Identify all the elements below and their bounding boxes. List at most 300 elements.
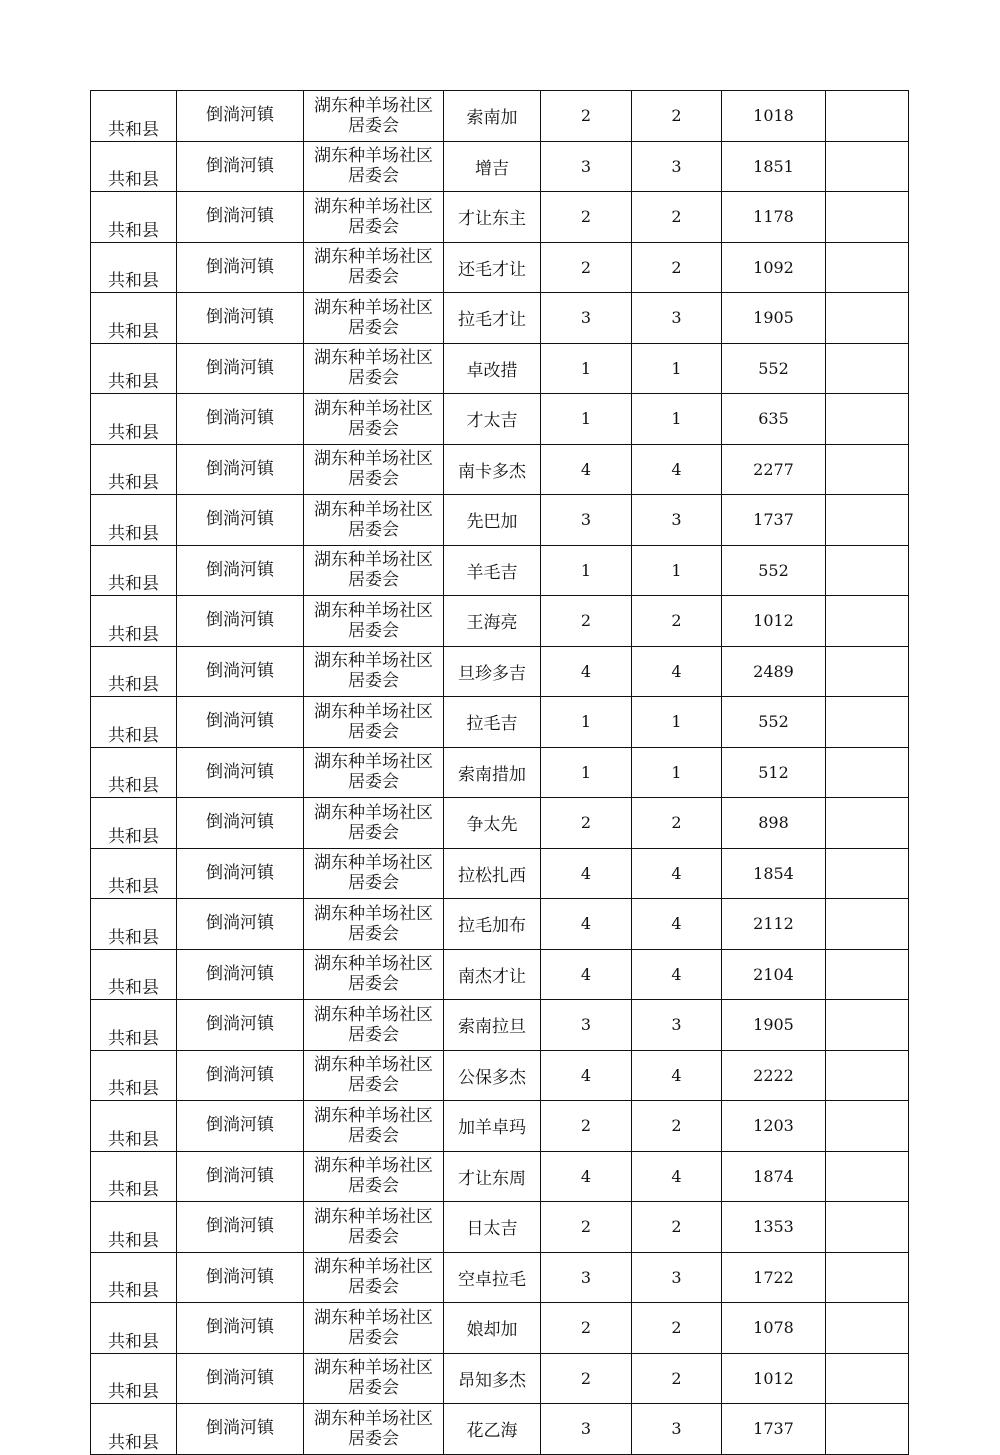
household-cell: 2 xyxy=(541,1353,632,1404)
community-line2: 居委会 xyxy=(348,822,399,843)
amount-cell: 1851 xyxy=(722,141,826,192)
community-cell xyxy=(304,899,444,950)
community-line1: 湖东种羊场社区 xyxy=(314,853,433,874)
community-line1: 湖东种羊场社区 xyxy=(314,1257,433,1278)
community-line1: 湖东种羊场社区 xyxy=(314,499,433,520)
remark-cell xyxy=(826,798,909,849)
community-cell xyxy=(304,495,444,546)
town-cell: 倒淌河镇 xyxy=(177,1404,304,1455)
community-cell xyxy=(304,1151,444,1202)
county-cell: 共和县 xyxy=(91,545,177,596)
community-line1: 湖东种羊场社区 xyxy=(314,903,433,924)
covered-cell: 4 xyxy=(632,949,722,1000)
town-cell: 倒淌河镇 xyxy=(177,394,304,445)
household-cell: 1 xyxy=(541,747,632,798)
household-cell: 2 xyxy=(541,1202,632,1253)
table-body xyxy=(91,91,909,1455)
table-row xyxy=(91,293,909,344)
table-row xyxy=(91,192,909,243)
community-line1: 湖东种羊场社区 xyxy=(314,802,433,823)
name-cell: 公保多杰 xyxy=(444,1050,541,1101)
table-row xyxy=(91,141,909,192)
covered-cell: 1 xyxy=(632,747,722,798)
name-cell: 先巴加 xyxy=(444,495,541,546)
community-cell xyxy=(304,949,444,1000)
household-cell: 3 xyxy=(541,1000,632,1051)
community-line2: 居委会 xyxy=(348,1226,399,1247)
remark-cell xyxy=(826,848,909,899)
amount-cell: 1078 xyxy=(722,1303,826,1354)
town-cell: 倒淌河镇 xyxy=(177,1252,304,1303)
county-cell: 共和县 xyxy=(91,798,177,849)
community-line1: 湖东种羊场社区 xyxy=(314,95,433,116)
community-line2: 居委会 xyxy=(348,1428,399,1449)
county-cell: 共和县 xyxy=(91,848,177,899)
table-row xyxy=(91,1101,909,1152)
name-cell: 南杰才让 xyxy=(444,949,541,1000)
table-row xyxy=(91,1000,909,1051)
remark-cell xyxy=(826,141,909,192)
community-line1: 湖东种羊场社区 xyxy=(314,1307,433,1328)
county-cell: 共和县 xyxy=(91,899,177,950)
name-cell: 还毛才让 xyxy=(444,242,541,293)
county-cell: 共和县 xyxy=(91,1353,177,1404)
community-line1: 湖东种羊场社区 xyxy=(314,1004,433,1025)
community-cell xyxy=(304,293,444,344)
covered-cell: 3 xyxy=(632,495,722,546)
community-line2: 居委会 xyxy=(348,1024,399,1045)
county-cell: 共和县 xyxy=(91,192,177,243)
amount-cell: 1737 xyxy=(722,1404,826,1455)
community-line2: 居委会 xyxy=(348,317,399,338)
name-cell: 拉毛吉 xyxy=(444,697,541,748)
name-cell: 索南加 xyxy=(444,91,541,142)
amount-cell: 512 xyxy=(722,747,826,798)
table-row xyxy=(91,1303,909,1354)
community-cell xyxy=(304,1353,444,1404)
household-cell: 1 xyxy=(541,343,632,394)
household-cell: 3 xyxy=(541,1404,632,1455)
county-cell: 共和县 xyxy=(91,394,177,445)
covered-cell: 4 xyxy=(632,444,722,495)
table-row xyxy=(91,747,909,798)
name-cell: 才让东主 xyxy=(444,192,541,243)
community-line1: 湖东种羊场社区 xyxy=(314,954,433,975)
town-cell: 倒淌河镇 xyxy=(177,444,304,495)
remark-cell xyxy=(826,697,909,748)
remark-cell xyxy=(826,91,909,142)
table-row xyxy=(91,343,909,394)
name-cell: 索南措加 xyxy=(444,747,541,798)
county-cell: 共和县 xyxy=(91,1303,177,1354)
community-cell xyxy=(304,646,444,697)
household-cell: 1 xyxy=(541,394,632,445)
community-line1: 湖东种羊场社区 xyxy=(314,398,433,419)
remark-cell xyxy=(826,899,909,950)
community-cell xyxy=(304,1404,444,1455)
town-cell: 倒淌河镇 xyxy=(177,242,304,293)
table-row xyxy=(91,848,909,899)
community-line1: 湖东种羊场社区 xyxy=(314,146,433,167)
amount-cell: 1012 xyxy=(722,1353,826,1404)
household-cell: 4 xyxy=(541,1050,632,1101)
community-line2: 居委会 xyxy=(348,267,399,288)
remark-cell xyxy=(826,1101,909,1152)
name-cell: 卓改措 xyxy=(444,343,541,394)
covered-cell: 3 xyxy=(632,141,722,192)
table-row xyxy=(91,596,909,647)
community-line2: 居委会 xyxy=(348,1327,399,1348)
community-line2: 居委会 xyxy=(348,721,399,742)
remark-cell xyxy=(826,192,909,243)
county-cell: 共和县 xyxy=(91,1000,177,1051)
town-cell: 倒淌河镇 xyxy=(177,848,304,899)
remark-cell xyxy=(826,444,909,495)
name-cell: 拉毛才让 xyxy=(444,293,541,344)
community-cell xyxy=(304,596,444,647)
community-line2: 居委会 xyxy=(348,166,399,187)
table-row xyxy=(91,1353,909,1404)
community-line2: 居委会 xyxy=(348,671,399,692)
community-line2: 居委会 xyxy=(348,1075,399,1096)
household-cell: 2 xyxy=(541,1101,632,1152)
community-cell xyxy=(304,343,444,394)
household-cell: 2 xyxy=(541,798,632,849)
covered-cell: 2 xyxy=(632,798,722,849)
table-row xyxy=(91,798,909,849)
community-cell xyxy=(304,747,444,798)
remark-cell xyxy=(826,495,909,546)
amount-cell: 2222 xyxy=(722,1050,826,1101)
town-cell: 倒淌河镇 xyxy=(177,1050,304,1101)
town-cell: 倒淌河镇 xyxy=(177,343,304,394)
table-row xyxy=(91,242,909,293)
community-line1: 湖东种羊场社区 xyxy=(314,1055,433,1076)
household-cell: 4 xyxy=(541,899,632,950)
community-cell xyxy=(304,697,444,748)
community-line2: 居委会 xyxy=(348,418,399,439)
community-line1: 湖东种羊场社区 xyxy=(314,1206,433,1227)
town-cell: 倒淌河镇 xyxy=(177,141,304,192)
amount-cell: 2277 xyxy=(722,444,826,495)
town-cell: 倒淌河镇 xyxy=(177,1000,304,1051)
county-cell: 共和县 xyxy=(91,949,177,1000)
table-row xyxy=(91,394,909,445)
name-cell: 争太先 xyxy=(444,798,541,849)
town-cell: 倒淌河镇 xyxy=(177,495,304,546)
community-line1: 湖东种羊场社区 xyxy=(314,297,433,318)
county-cell: 共和县 xyxy=(91,1252,177,1303)
county-cell: 共和县 xyxy=(91,293,177,344)
community-line2: 居委会 xyxy=(348,873,399,894)
community-line2: 居委会 xyxy=(348,1277,399,1298)
county-cell: 共和县 xyxy=(91,91,177,142)
community-line1: 湖东种羊场社区 xyxy=(314,600,433,621)
household-cell: 2 xyxy=(541,1303,632,1354)
name-cell: 昂知多杰 xyxy=(444,1353,541,1404)
name-cell: 羊毛吉 xyxy=(444,545,541,596)
table-row xyxy=(91,444,909,495)
amount-cell: 1018 xyxy=(722,91,826,142)
amount-cell: 1203 xyxy=(722,1101,826,1152)
remark-cell xyxy=(826,1202,909,1253)
community-line1: 湖东种羊场社区 xyxy=(314,449,433,470)
community-cell xyxy=(304,1303,444,1354)
remark-cell xyxy=(826,1050,909,1101)
amount-cell: 2489 xyxy=(722,646,826,697)
name-cell: 索南拉旦 xyxy=(444,1000,541,1051)
town-cell: 倒淌河镇 xyxy=(177,293,304,344)
community-cell xyxy=(304,1101,444,1152)
household-cell: 4 xyxy=(541,646,632,697)
community-line2: 居委会 xyxy=(348,772,399,793)
amount-cell: 552 xyxy=(722,545,826,596)
amount-cell: 2112 xyxy=(722,899,826,950)
remark-cell xyxy=(826,293,909,344)
community-cell xyxy=(304,1000,444,1051)
name-cell: 花乙海 xyxy=(444,1404,541,1455)
remark-cell xyxy=(826,1353,909,1404)
county-cell: 共和县 xyxy=(91,1050,177,1101)
community-line1: 湖东种羊场社区 xyxy=(314,752,433,773)
covered-cell: 1 xyxy=(632,545,722,596)
amount-cell: 1874 xyxy=(722,1151,826,1202)
amount-cell: 1854 xyxy=(722,848,826,899)
county-cell: 共和县 xyxy=(91,343,177,394)
covered-cell: 2 xyxy=(632,596,722,647)
town-cell: 倒淌河镇 xyxy=(177,1101,304,1152)
household-cell: 4 xyxy=(541,444,632,495)
amount-cell: 635 xyxy=(722,394,826,445)
community-line1: 湖东种羊场社区 xyxy=(314,1156,433,1177)
remark-cell xyxy=(826,394,909,445)
community-cell xyxy=(304,1202,444,1253)
town-cell: 倒淌河镇 xyxy=(177,1151,304,1202)
name-cell: 日太吉 xyxy=(444,1202,541,1253)
remark-cell xyxy=(826,596,909,647)
town-cell: 倒淌河镇 xyxy=(177,949,304,1000)
name-cell: 加羊卓玛 xyxy=(444,1101,541,1152)
table-row xyxy=(91,495,909,546)
household-cell: 3 xyxy=(541,293,632,344)
table-row xyxy=(91,1050,909,1101)
table-row xyxy=(91,949,909,1000)
remark-cell xyxy=(826,949,909,1000)
community-line2: 居委会 xyxy=(348,620,399,641)
remark-cell xyxy=(826,242,909,293)
subsidy-table-container xyxy=(90,90,908,1455)
amount-cell: 1905 xyxy=(722,1000,826,1051)
town-cell: 倒淌河镇 xyxy=(177,798,304,849)
community-line2: 居委会 xyxy=(348,570,399,591)
household-cell: 3 xyxy=(541,141,632,192)
community-line1: 湖东种羊场社区 xyxy=(314,701,433,722)
community-cell xyxy=(304,242,444,293)
household-cell: 3 xyxy=(541,1252,632,1303)
covered-cell: 2 xyxy=(632,1353,722,1404)
community-line2: 居委会 xyxy=(348,974,399,995)
covered-cell: 1 xyxy=(632,697,722,748)
household-cell: 4 xyxy=(541,949,632,1000)
covered-cell: 2 xyxy=(632,242,722,293)
covered-cell: 2 xyxy=(632,192,722,243)
household-cell: 2 xyxy=(541,596,632,647)
covered-cell: 2 xyxy=(632,1101,722,1152)
name-cell: 空卓拉毛 xyxy=(444,1252,541,1303)
covered-cell: 3 xyxy=(632,1404,722,1455)
subsidy-table xyxy=(90,90,909,1455)
county-cell: 共和县 xyxy=(91,1202,177,1253)
community-cell xyxy=(304,141,444,192)
covered-cell: 2 xyxy=(632,1202,722,1253)
remark-cell xyxy=(826,343,909,394)
table-row xyxy=(91,1404,909,1455)
household-cell: 2 xyxy=(541,91,632,142)
community-cell xyxy=(304,798,444,849)
remark-cell xyxy=(826,1252,909,1303)
community-cell xyxy=(304,192,444,243)
community-line1: 湖东种羊场社区 xyxy=(314,247,433,268)
county-cell: 共和县 xyxy=(91,747,177,798)
covered-cell: 3 xyxy=(632,1000,722,1051)
covered-cell: 3 xyxy=(632,1252,722,1303)
county-cell: 共和县 xyxy=(91,697,177,748)
name-cell: 拉松扎西 xyxy=(444,848,541,899)
town-cell: 倒淌河镇 xyxy=(177,697,304,748)
name-cell: 王海亮 xyxy=(444,596,541,647)
community-line2: 居委会 xyxy=(348,368,399,389)
community-line2: 居委会 xyxy=(348,469,399,490)
community-line2: 居委会 xyxy=(348,923,399,944)
name-cell: 才让东周 xyxy=(444,1151,541,1202)
household-cell: 2 xyxy=(541,192,632,243)
community-cell xyxy=(304,1050,444,1101)
community-line2: 居委会 xyxy=(348,1378,399,1399)
covered-cell: 1 xyxy=(632,343,722,394)
name-cell: 才太吉 xyxy=(444,394,541,445)
amount-cell: 898 xyxy=(722,798,826,849)
amount-cell: 1012 xyxy=(722,596,826,647)
household-cell: 1 xyxy=(541,545,632,596)
covered-cell: 4 xyxy=(632,899,722,950)
county-cell: 共和县 xyxy=(91,1151,177,1202)
covered-cell: 2 xyxy=(632,91,722,142)
community-cell xyxy=(304,545,444,596)
household-cell: 4 xyxy=(541,1151,632,1202)
community-cell xyxy=(304,394,444,445)
amount-cell: 1178 xyxy=(722,192,826,243)
table-row xyxy=(91,1202,909,1253)
county-cell: 共和县 xyxy=(91,1404,177,1455)
community-line2: 居委会 xyxy=(348,519,399,540)
town-cell: 倒淌河镇 xyxy=(177,1303,304,1354)
name-cell: 南卡多杰 xyxy=(444,444,541,495)
community-line1: 湖东种羊场社区 xyxy=(314,196,433,217)
amount-cell: 2104 xyxy=(722,949,826,1000)
amount-cell: 552 xyxy=(722,697,826,748)
county-cell: 共和县 xyxy=(91,141,177,192)
county-cell: 共和县 xyxy=(91,242,177,293)
county-cell: 共和县 xyxy=(91,495,177,546)
town-cell: 倒淌河镇 xyxy=(177,91,304,142)
amount-cell: 1737 xyxy=(722,495,826,546)
remark-cell xyxy=(826,545,909,596)
table-row xyxy=(91,545,909,596)
table-row xyxy=(91,1151,909,1202)
table-row xyxy=(91,1252,909,1303)
community-line1: 湖东种羊场社区 xyxy=(314,550,433,571)
community-line1: 湖东种羊场社区 xyxy=(314,651,433,672)
covered-cell: 4 xyxy=(632,1151,722,1202)
covered-cell: 1 xyxy=(632,394,722,445)
town-cell: 倒淌河镇 xyxy=(177,747,304,798)
community-line2: 居委会 xyxy=(348,1176,399,1197)
community-cell xyxy=(304,444,444,495)
remark-cell xyxy=(826,1000,909,1051)
county-cell: 共和县 xyxy=(91,646,177,697)
amount-cell: 1905 xyxy=(722,293,826,344)
household-cell: 3 xyxy=(541,495,632,546)
amount-cell: 1092 xyxy=(722,242,826,293)
amount-cell: 1722 xyxy=(722,1252,826,1303)
table-row xyxy=(91,646,909,697)
name-cell: 增吉 xyxy=(444,141,541,192)
name-cell: 拉毛加布 xyxy=(444,899,541,950)
amount-cell: 1353 xyxy=(722,1202,826,1253)
community-line2: 居委会 xyxy=(348,216,399,237)
county-cell: 共和县 xyxy=(91,444,177,495)
covered-cell: 4 xyxy=(632,646,722,697)
table-row xyxy=(91,899,909,950)
household-cell: 1 xyxy=(541,697,632,748)
community-line1: 湖东种羊场社区 xyxy=(314,1105,433,1126)
covered-cell: 4 xyxy=(632,1050,722,1101)
community-cell xyxy=(304,91,444,142)
name-cell: 娘却加 xyxy=(444,1303,541,1354)
community-cell xyxy=(304,848,444,899)
community-line2: 居委会 xyxy=(348,1125,399,1146)
table-row xyxy=(91,697,909,748)
community-line1: 湖东种羊场社区 xyxy=(314,348,433,369)
household-cell: 4 xyxy=(541,848,632,899)
amount-cell: 552 xyxy=(722,343,826,394)
town-cell: 倒淌河镇 xyxy=(177,192,304,243)
name-cell: 旦珍多吉 xyxy=(444,646,541,697)
remark-cell xyxy=(826,1404,909,1455)
town-cell: 倒淌河镇 xyxy=(177,1353,304,1404)
county-cell: 共和县 xyxy=(91,596,177,647)
community-line1: 湖东种羊场社区 xyxy=(314,1408,433,1429)
remark-cell xyxy=(826,1303,909,1354)
household-cell: 2 xyxy=(541,242,632,293)
county-cell: 共和县 xyxy=(91,1101,177,1152)
remark-cell xyxy=(826,1151,909,1202)
community-cell xyxy=(304,1252,444,1303)
remark-cell xyxy=(826,747,909,798)
town-cell: 倒淌河镇 xyxy=(177,545,304,596)
town-cell: 倒淌河镇 xyxy=(177,1202,304,1253)
town-cell: 倒淌河镇 xyxy=(177,899,304,950)
town-cell: 倒淌河镇 xyxy=(177,646,304,697)
community-line1: 湖东种羊场社区 xyxy=(314,1358,433,1379)
covered-cell: 3 xyxy=(632,293,722,344)
remark-cell xyxy=(826,646,909,697)
covered-cell: 4 xyxy=(632,848,722,899)
covered-cell: 2 xyxy=(632,1303,722,1354)
table-row xyxy=(91,91,909,142)
town-cell: 倒淌河镇 xyxy=(177,596,304,647)
community-line2: 居委会 xyxy=(348,115,399,136)
